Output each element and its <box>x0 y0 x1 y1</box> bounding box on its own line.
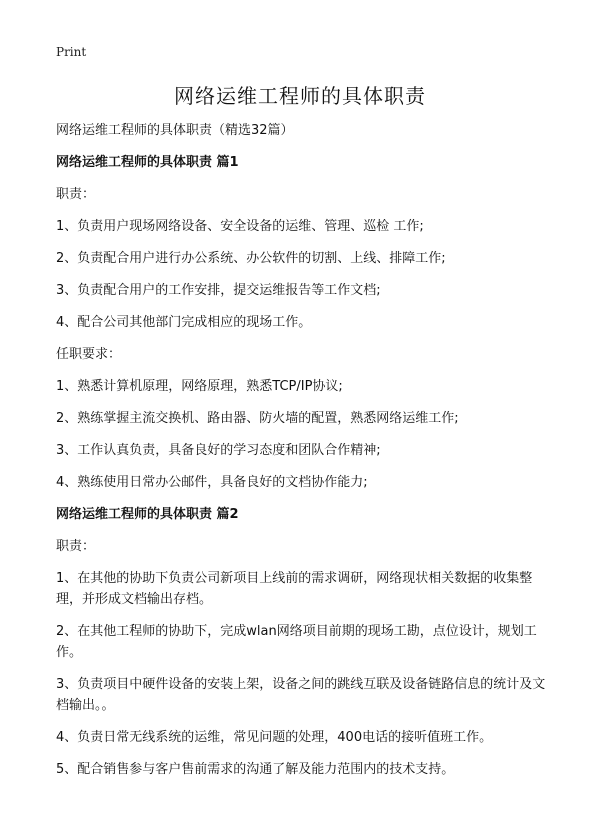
duties-label: 职责： <box>56 187 96 202</box>
duty-item: 3、负责项目中硬件设备的安装上架，设备之间的跳线互联及设备链路信息的统计及文档输出。。 <box>56 677 546 713</box>
print-label: Print <box>56 45 87 59</box>
requirement-item: 2、熟练掌握主流交换机、路由器、防火墙的配置，熟悉网络运维工作; <box>56 411 459 426</box>
duty-item: 2、在其他工程师的协助下，完成wlan网络项目前期的现场工勘，点位设计，规划工作。 <box>56 624 537 660</box>
requirements-label: 任职要求： <box>56 347 122 362</box>
duty-item: 5、配合销售参与客户售前需求的沟通了解及能力范围内的技术支持。 <box>56 762 455 777</box>
duty-item: 3、负责配合用户的工作安排，提交运维报告等工作文档; <box>56 283 381 298</box>
duty-item: 1、在其他的协助下负责公司新项目上线前的需求调研，网络现状相关数据的收集整理，并形成文档输出存档。 <box>56 571 533 607</box>
requirement-item: 4、熟练使用日常办公邮件，具备良好的文档协作能力; <box>56 475 368 490</box>
document-title: 网络运维工程师的具体职责 <box>174 84 426 108</box>
section-heading: 网络运维工程师的具体职责 篇1 <box>56 155 239 170</box>
requirement-item: 1、熟悉计算机原理，网络原理，熟悉TCP/IP协议; <box>56 379 343 394</box>
duties-label: 职责： <box>56 539 96 554</box>
duty-item: 4、配合公司其他部门完成相应的现场工作。 <box>56 315 312 330</box>
duty-item: 1、负责用户现场网络设备、安全设备的运维、管理、巡检 工作; <box>56 219 424 234</box>
duty-item: 4、负责日常无线系统的运维，常见问题的处理，400电话的接听值班工作。 <box>56 730 493 745</box>
duty-item: 2、负责配合用户进行办公系统、办公软件的切割、上线、排障工作; <box>56 251 446 266</box>
document-body <box>56 120 552 791</box>
document-subtitle: 网络运维工程师的具体职责（精选32篇） <box>56 123 294 138</box>
section-heading: 网络运维工程师的具体职责 篇2 <box>56 507 239 522</box>
requirement-item: 3、工作认真负责，具备良好的学习态度和团队合作精神; <box>56 443 381 458</box>
